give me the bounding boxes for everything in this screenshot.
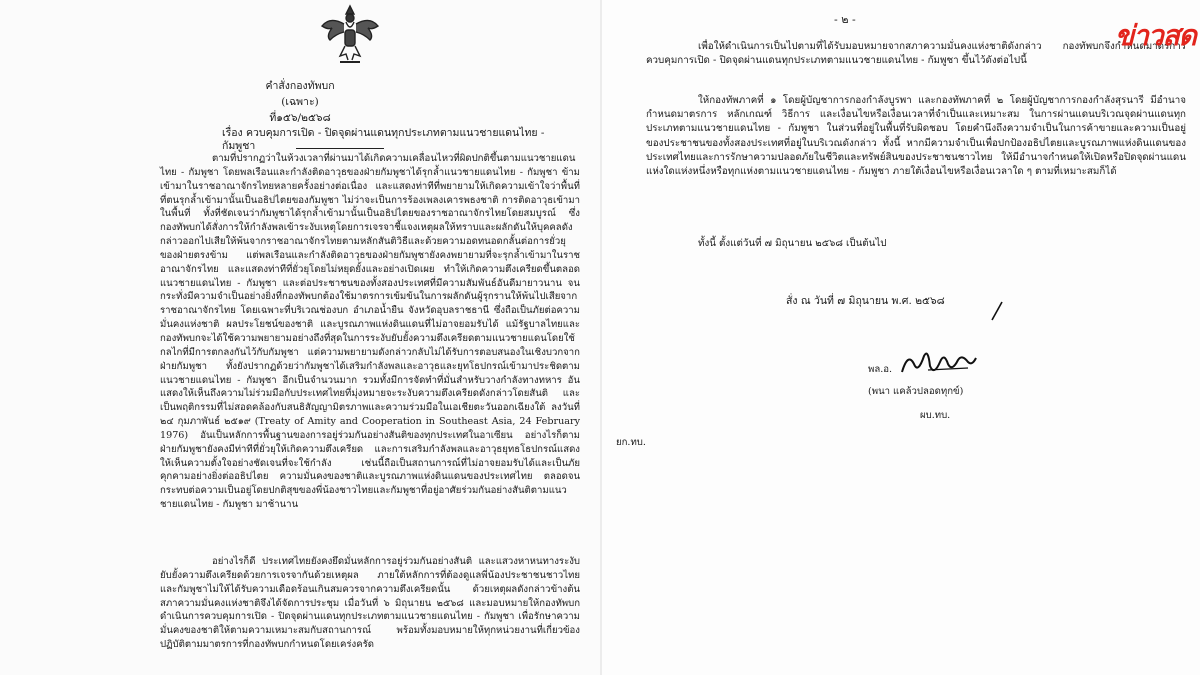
paragraph-text: ตามที่ปรากฏว่าในห้วงเวลาที่ผ่านมาได้เกิดความเคลื่อนไหวที่ผิดปกติขึ้นตามแนวชายแดนไทย - กัมพูชา โดยพลเรือนและกำลังติดอาวุธของฝ่ายกัมพูชาได้รุกล้ำแนวชายแดนไทย - กัมพูชา ข้ามเข้ามาในราชอาณาจักรไทยหลายครั้งอย่างต่อเนื่อง และแสดงท่าทีที่พยายามให้เกิดความเข้าใจว่าพื้นที่ที่ตนรุกล้ำเข้ามานั้นเป็นอธิปไตยของกัมพูชา ไม่ว่าจะเป็นการร้องเพลงเคารพธงชาติ การติดอาวุธเข้ามาในพื้นที่ ทั้งที่ชัดเจนว่ากัมพูชาได้รุกล้ำเข้ามานั้นเป็นอธิปไตยของราชอาณาจักรไทยโดยสมบูรณ์ ซึ่งกองทัพบกได้สั่งการให้กำลังพลเข้าระงับเหตุโดยการเจรจาชี้แจงเหตุผลให้ทราบและผลักดันให้บุคคลดังกล่าวออกไปเสียให้พ้นจากราชอาณาจักรไทยตามหลักสันติวิธีและด้วยความอดทนอดกลั้นต่อการยั่วยุของฝ่ายตรงข้าม แต่พลเรือนและกำลังติดอาวุธของฝ่ายกัมพูชายังคงพยายามที่จะรุกล้ำเข้ามาในราชอาณาจักรไทย และแสดงท่าทีที่ยั่วยุโดยไม่หยุดยั้งและอย่างเปิดเผย ทำให้เกิดความตึงเครียดขึ้นตลอดแนวชายแดนไทย - กัมพูชา และต่อประชาชนของทั้งสองประเทศที่มีความสัมพันธ์อันดีมายาวนาน จนกระทั่งมีความจำเป็นอย่างยิ่งที่กองทัพบกต้องใช้มาตรการเข้มข้นในการผลักดันผู้รุกรานให้พ้นไปเสียจากราชอาณาจักรไทย โดยเฉพาะที่บริเวณช่องบก อำเภอน้ำยืน จังหวัดอุบลราชธานี ซึ่งถือเป็นภัยต่อความมั่นคงแห่งชาติ ผลประโยชน์ของชาติ และบูรณภาพแห่งดินแดนที่ไม่อาจยอมรับได้ แม้รัฐบาลไทยและกองทัพบกจะได้ใช้ความพยายามอย่างถึงที่สุดในการระงับยับยั้งความตึงเครียดตามแนวชายแดนโดยใช้กลไกที่มีการตกลงกันไว้กับกัมพูชา แต่ความพยายามดังกล่าวกลับไม่ได้รับการตอบสนองในเชิงบวกจากฝ่ายกัมพูชา ทั้งยังปรากฏด้วยว่ากัมพูชาได้เสริมกำลังพลและอาวุธและยุทโธปกรณ์เข้ามาประชิดตามแนวชายแดนไทย - กัมพูชา อีกเป็นจำนวนมาก รวมทั้งมีการจัดทำที่มั่นสำหรับวางกำลังทางทหาร อันแสดงให้เห็นถึงความไม่ร่วมมือกับประเทศไทยที่มุ่งหมายจะระงับความตึงเครียดดังกล่าวโดยสันติ และเป็นพฤติกรรมที่ไม่สอดคล้องกับสนธิสัญญามิตรภาพและความร่วมมือในเอเชียตะวันออกเฉียงใต้ ลงวันที่ ๒๔ กุมภาพันธ์ ๒๕๑๙ (Treaty of Amity and Cooperation in Southeast Asia, 24 February 1976) อันเป็นหลักการพื้นฐานของการอยู่ร่วมกันอย่างสันติของทุกประเทศในอาเซียน อย่างไรก็ตาม ฝ่ายกัมพูชายังคงมีท่าทีที่ยั่วยุให้เกิดความตึงเครียด และการเสริมกำลังพลและอาวุธยุทธโธปกรณ์แสดงให้เห็นความตั้งใจอย่างชัดเจนที่จะใช้กำลัง เช่นนี้ถือเป็นสถานการณ์ที่ไม่อาจยอมรับได้และเป็นภัยคุกคามอย่างยิ่งต่ออธิปไตย ความมั่นคงของชาติและบูรณภาพแห่งดินแดนของประเทศไทย ตลอดจนกระทบต่อความเป็นอยู่โดยปกติสุขของพี่น้องชาวไทยและกัมพูชาที่อยู่อาศัยร่วมกันอย่างสันติตามแนวชายแดนไทย - กัมพูชา มาช้านาน: [160, 153, 580, 511]
body-paragraph-2: [160, 555, 580, 652]
signer-title: ผบ.ทบ.: [920, 410, 951, 421]
khaosod-logo: ข่าวสด: [1115, 19, 1196, 52]
handwritten-signature-icon: [898, 342, 978, 384]
effective-date: [646, 237, 1186, 251]
paragraph-text: อย่างไรก็ดี ประเทศไทยยังคงยึดมั่นหลักการอยู่ร่วมกันอย่างสันติ และแสวงหาหนทางระงับยับยั้งความตึงเครียดด้วยการเจรจากันด้วยเหตุผล ภายใต้หลักการที่ต้องดูแลพี่น้องประชาชนชาวไทยและกัมพูชาไม่ให้ได้รับความเดือดร้อนเกินสมควรจากความตึงเครียดนั้น ด้วยเหตุผลดังกล่าวข้างต้นสภาความมั่นคงแห่งชาติจึงได้จัดการประชุม เมื่อวันที่ ๖ มิถุนายน ๒๕๖๘ และมอบหมายให้กองทัพบกดำเนินการควบคุมการเปิด - ปิดจุดผ่านแดนทุกประเภทตามแนวชายแดนไทย - กัมพูชา เพื่อรักษาความมั่นคงของชาติให้ตามความเหมาะสมกับสถานการณ์ พร้อมทั้งมอบหมายให้ทุกหน่วยงานที่เกี่ยวข้องปฏิบัติตามมาตรการที่กองทัพบกกำหนดโดยเคร่งครัด: [160, 556, 580, 651]
paragraph-text: ให้กองทัพภาคที่ ๑ โดยผู้บัญชาการกองกำลังบูรพา และกองทัพภาคที่ ๒ โดยผู้บัญชาการกองกำลังสุรนารี มีอำนาจกำหนดมาตรการ หลักเกณฑ์ วิธีการ และเงื่อนไขหรือเงื่อนเวลาที่จำเป็นและเหมาะสม ในการผ่านแดนบริเวณจุดผ่านแดนทุกประเภทตามแนวชายแดนไทย - กัมพูชา ในส่วนที่อยู่ในพื้นที่รับผิดชอบ โดยคำนึงถึงความจำเป็นในการค้าขายและความเป็นอยู่ของประชาชนของทั้งสองประเทศที่อยู่ในบริเวณดังกล่าว ทั้งนี้ หากมีความจำเป็นเพื่อปกป้องอธิปไตยและบูรณภาพแห่งดินแดนของประเทศไทยและการรักษาความปลอดภัยในชีวิตและทรัพย์สินของประชาชนชาวไทย ให้มีอำนาจกำหนดให้เปิดหรือปิดจุดผ่านแดนแห่งใดแห่งหนึ่งหรือทุกแห่งตามแนวชายแดนไทย - กัมพูชา ภายใต้เงื่อนไขหรือเงื่อนเวลาใด ๆ ตามที่เหมาะสมก็ได้: [646, 95, 1186, 178]
order-number: ที่๑๕๖/๒๕๖๘: [269, 112, 331, 124]
right-paragraph-2: [646, 94, 1186, 179]
paragraph-text: ทั้งนี้ ตั้งแต่วันที่ ๗ มิถุนายน ๒๕๖๘ เป็นต้นไป: [698, 238, 887, 249]
order-date-line: สั่ง ณ วันที่ ๗ มิถุนายน พ.ศ. ๒๕๖๘: [786, 295, 945, 307]
signer-name: (พนา แคล้วปลอดทุกข์): [868, 386, 964, 397]
garuda-emblem-icon: [318, 2, 382, 68]
page-number: - ๒ -: [834, 13, 856, 26]
paragraph-text: เพื่อให้ดำเนินการเป็นไปตามที่ได้รับมอบหมายจากสภาความมั่นคงแห่งชาติดังกล่าว กองทัพบกจึงกำหนดมาตรการควบคุมการเปิด - ปิดจุดผ่านแดนทุกประเภทตามแนวชายแดนไทย - กัมพูชา ขึ้นไว้ดังต่อไปนี้: [646, 41, 1186, 67]
order-subject: เรื่อง ควบคุมการเปิด - ปิดจุดผ่านแดนทุกประเภทตามแนวชายแดนไทย - กัมพูชา: [222, 127, 545, 152]
page-right: [602, 0, 1200, 675]
right-paragraph-1: [646, 40, 1186, 68]
check-mark-icon: [990, 300, 1004, 322]
order-issuer: คำสั่งกองทัพบก: [265, 80, 335, 92]
signer-rank: พล.อ.: [868, 364, 893, 375]
header-rule: [296, 148, 384, 149]
classification-label: (เฉพาะ): [281, 96, 319, 108]
copy-to-line: ยก.ทบ.: [616, 437, 646, 448]
body-paragraph-1: [160, 152, 580, 512]
